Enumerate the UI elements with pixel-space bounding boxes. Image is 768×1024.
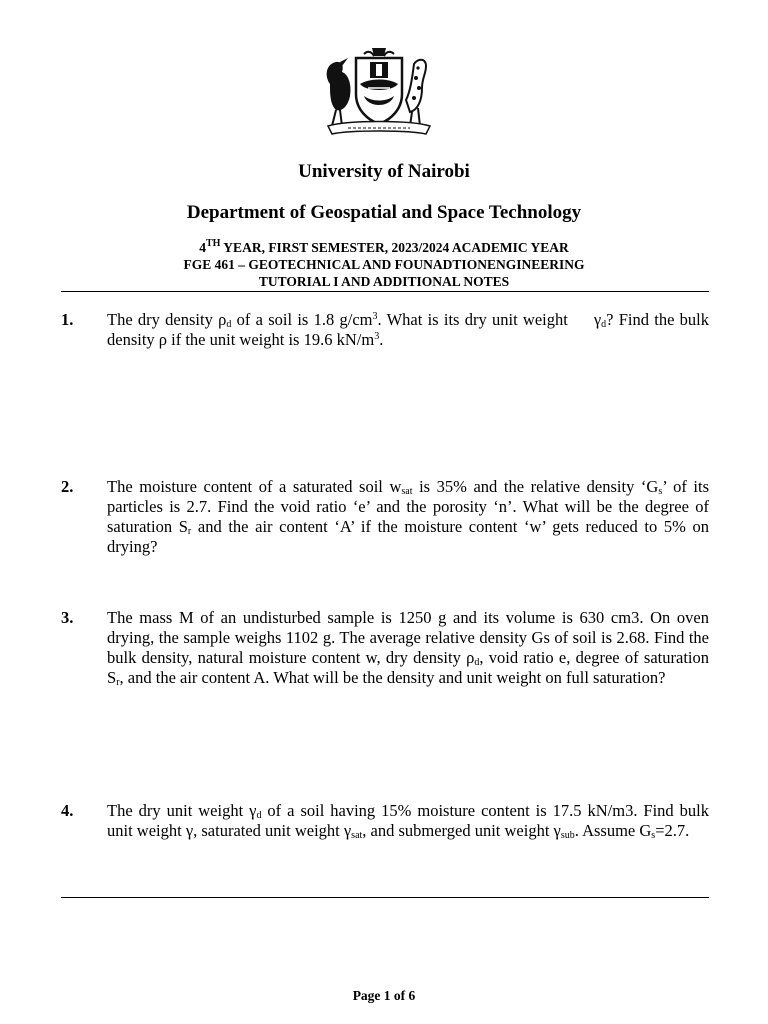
question-number: 1. (61, 310, 74, 329)
course-title-line: FGE 461 – GEOTECHNICAL AND FOUNADTIONENGINEERING (183, 257, 585, 272)
header-divider (61, 291, 709, 292)
question-text: The mass M of an undisturbed sample is 1250 g and its volume is 630 cm3. On oven drying, the sample weighs 1102 g. The average relative density Gs of soil is 2.68. Find the bulk density, natural moisture content w, dry density $\rho_d$, void ratio e, degree of saturation $S_r$, and the air content A. What will be the density and unit weight on full saturation? (107, 608, 709, 688)
question-2 (61, 477, 709, 557)
department-name: Department of Geospatial and Space Technology (186, 202, 582, 223)
question-3 (61, 608, 709, 688)
question-number: 2. (61, 477, 74, 496)
question-text: The moisture content of a saturated soil $w_{sat}$ is 35% and the relative density ‘$G_s$’ of its particles is 2.7. Find the void ratio ‘e’ and the porosity ‘n’. What will be the degree of saturation $S_r$ and the air content ‘A’ if the moisture content ‘w’ gets reduced to 5% on drying? (107, 477, 709, 556)
question-number: 3. (61, 608, 74, 627)
question-4 (61, 801, 709, 841)
question-number: 4. (61, 801, 74, 820)
tutorial-title-line: TUTORIAL I AND ADDITIONAL NOTES (258, 274, 510, 289)
university-crest-icon (318, 44, 440, 136)
question-text: The dry unit weight $\gamma_d$ of a soil having 15% moisture content is 17.5 kN/m3. Find bulk unit weight γ, saturated unit weight $\gamma_{sat}$, and submerged unit weight $\gamma_{sub}$. Assume $G_s=2.7$. (107, 801, 709, 841)
footer-divider (61, 897, 709, 898)
university-name: University of Nairobi (298, 161, 470, 182)
academic-year-line: 4TH YEAR, FIRST SEMESTER, 2023/2024 ACADEMIC YEAR (199, 238, 569, 255)
question-1 (61, 310, 709, 350)
page-number: Page 1 of 6 (352, 988, 416, 1003)
question-text: The dry density $\rho_d$ of a soil is 1.8 $g/cm^3$. What is its dry unit weight $\gamma_d$? Find the bulk density ρ if the unit weight is 19.6 $kN/m^3$. (107, 310, 710, 349)
